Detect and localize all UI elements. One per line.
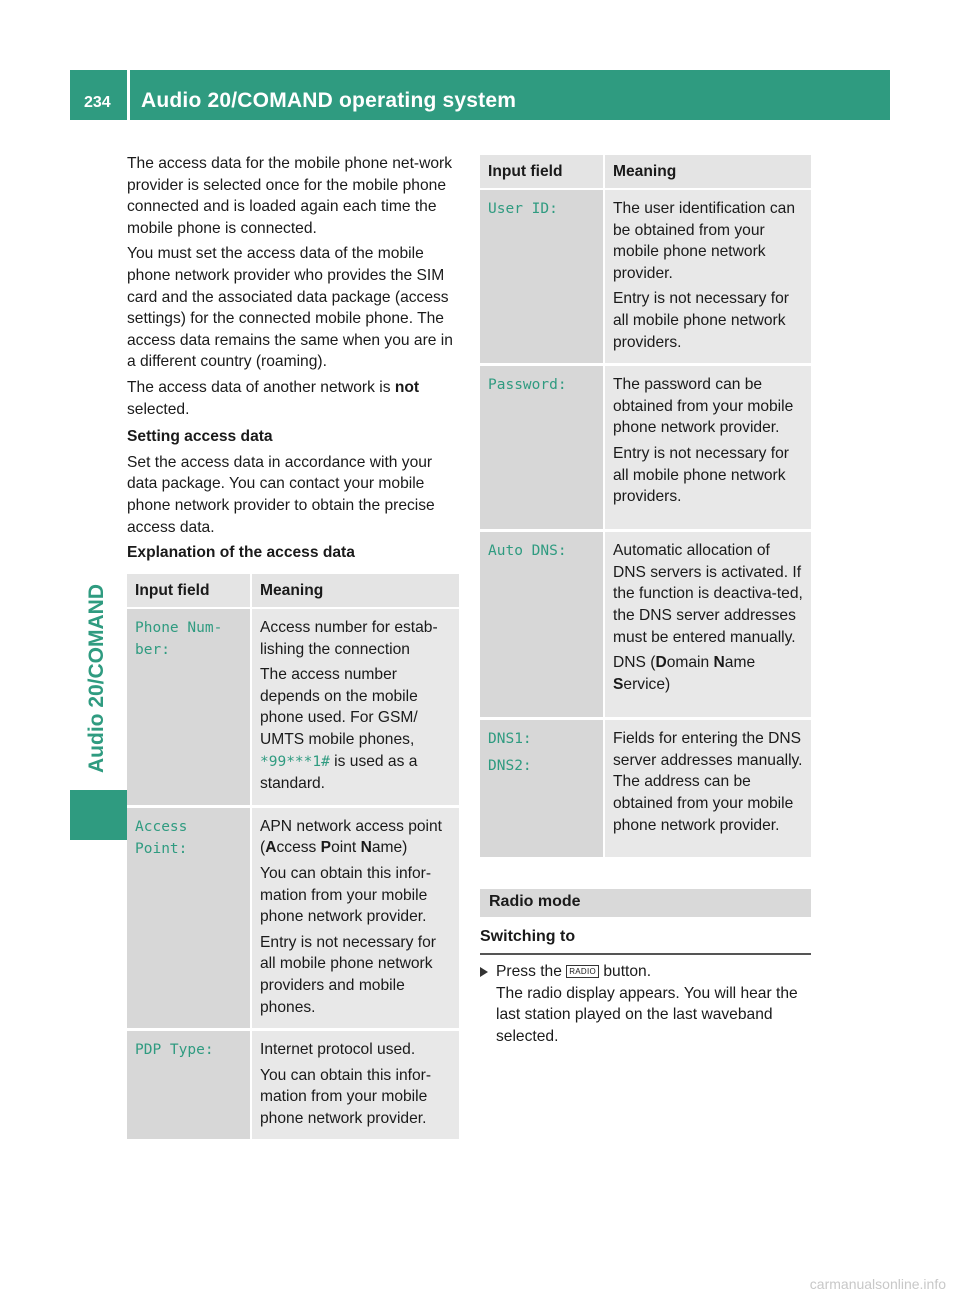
- meaning-access-point: APN network access point (Access Point Name) You can obtain this infor-mation from your mobile phone network provider. Entry is not necessary for all mobile phone network providers and mobile phones.: [251, 806, 459, 1029]
- meaning-dns1-dns2: Fields for entering the DNS server addresses manually. The address can be obtained from your mobile phone network provider.: [604, 719, 811, 859]
- page-number: 234: [84, 94, 111, 111]
- field-pdp-type: PDP Type:: [127, 1030, 251, 1141]
- table-header-row: [480, 155, 811, 189]
- header-divider: [127, 70, 130, 120]
- watermark: carmanualsonline.info: [809, 1276, 946, 1292]
- table-row: [480, 365, 811, 531]
- table-row: [480, 531, 811, 719]
- side-section-label: Audio 20/COMAND: [85, 584, 108, 773]
- field-password: Password:: [480, 365, 604, 531]
- heading-setting-access-data: Setting access data: [127, 428, 273, 446]
- field-phone-number: Phone Num- ber:: [127, 608, 251, 806]
- column-header-meaning: Meaning: [604, 155, 811, 189]
- step-arrow-icon: [480, 967, 488, 977]
- field-access-point: Access Point:: [127, 806, 251, 1029]
- page-title: Audio 20/COMAND operating system: [141, 89, 517, 112]
- intro-text: [127, 153, 460, 568]
- table-row: [127, 806, 459, 1029]
- intro-paragraph-2: You must set the access data of the mobile phone network provider who provides the SIM card and the associated data package (access settings) for the connected mobile phone. The access data remains the same when you are in a different country (roaming).: [127, 245, 453, 371]
- heading-explanation: Explanation of the access data: [127, 544, 355, 562]
- access-data-table-1: [127, 574, 459, 1142]
- table-row: [480, 189, 811, 365]
- step-result: The radio display appears. You will hear the last station played on the last waveband selected.: [496, 984, 798, 1045]
- column-header-input-field: Input field: [127, 574, 251, 608]
- subheading-rule: [480, 953, 811, 955]
- column-header-meaning: Meaning: [251, 574, 459, 608]
- table-row: [127, 1030, 459, 1141]
- meaning-user-id: The user identification can be obtained from your mobile phone network provider. Entry is not necessary for all mobile phone network providers.: [604, 189, 811, 365]
- meaning-phone-number: Access number for estab-lishing the connection The access number depends on the mobile phone used. For GSM/ UMTS mobile phones, *99***1# is used as a standard.: [251, 608, 459, 806]
- radio-button-icon: RADIO: [566, 965, 599, 978]
- table-row: [480, 719, 811, 859]
- table-row: [127, 608, 459, 806]
- meaning-auto-dns: Automatic allocation of DNS servers is activated. If the function is deactiva-ted, the DNS server addresses must be entered manually. DNS (Domain Name Service): [604, 531, 811, 719]
- meaning-pdp-type: Internet protocol used. You can obtain this infor-mation from your mobile phone network provider.: [251, 1030, 459, 1141]
- access-data-table-2: [480, 155, 811, 860]
- setting-paragraph: Set the access data in accordance with your data package. You can contact your mobile phone network provider to obtain the precise access data.: [127, 453, 435, 536]
- intro-paragraph-3: The access data of another network is not selected.: [127, 378, 420, 418]
- subheading-switching-to: Switching to: [480, 928, 576, 945]
- table-header-row: [127, 574, 459, 608]
- column-header-input-field: Input field: [480, 155, 604, 189]
- field-dns1-dns2: DNS1: DNS2:: [480, 719, 604, 859]
- field-auto-dns: Auto DNS:: [480, 531, 604, 719]
- instruction-step: Press the RADIO button. The radio display appears. You will hear the last station played on the last waveband selected.: [480, 961, 815, 1047]
- field-user-id: User ID:: [480, 189, 604, 365]
- meaning-password: The password can be obtained from your mobile phone network provider. Entry is not necessary for all mobile phone network providers.: [604, 365, 811, 531]
- intro-paragraph-1: The access data for the mobile phone net-work provider is selected once for the mobile phone connected and is loaded again each time the mobile phone is connected.: [127, 155, 453, 237]
- side-marker-block: [70, 790, 127, 840]
- section-title-radio-mode: Radio mode: [489, 893, 581, 910]
